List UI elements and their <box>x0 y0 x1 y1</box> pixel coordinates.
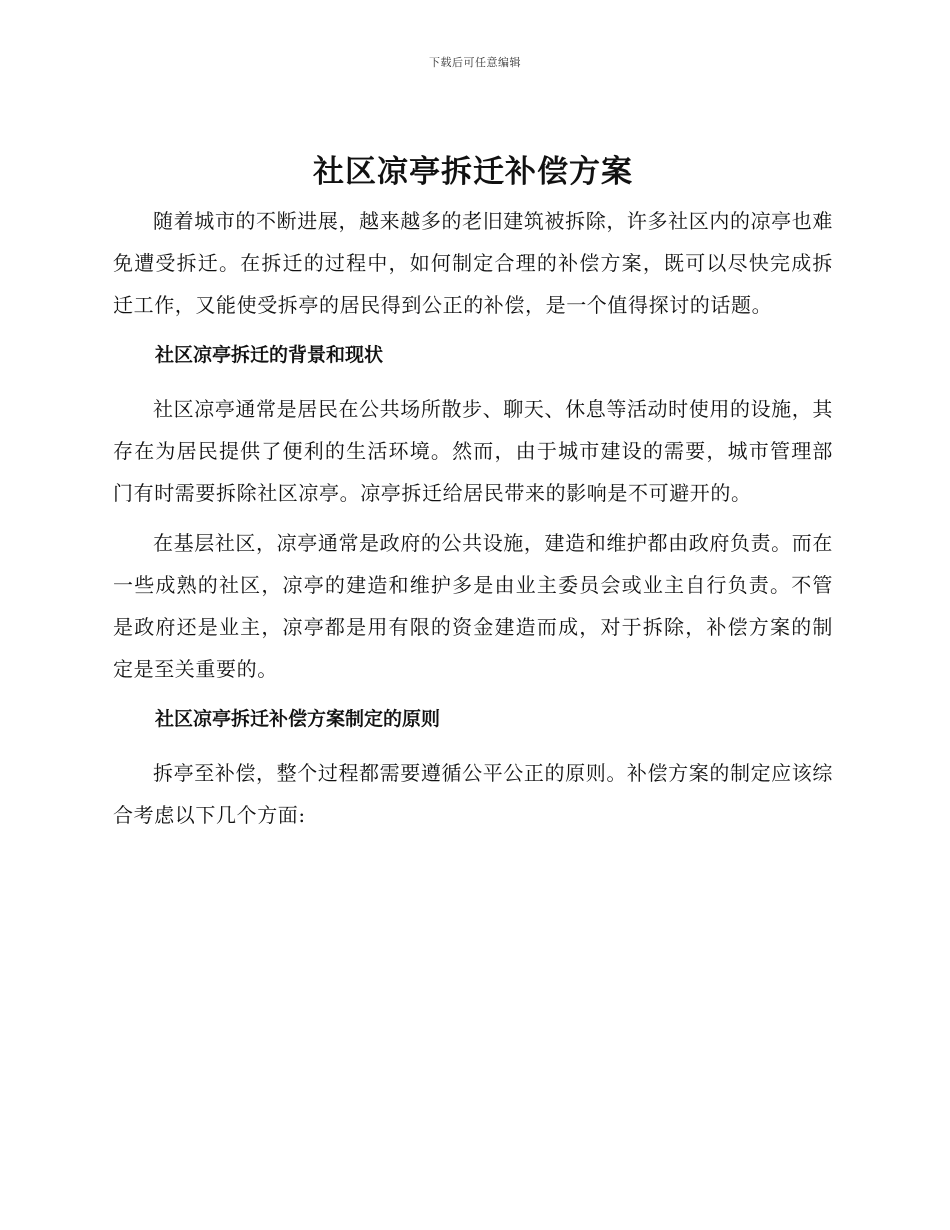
section-heading-principles: 社区凉亭拆迁补偿方案制定的原则 <box>155 708 441 730</box>
paragraph-intro: 随着城市的不断进展，越来越多的老旧建筑被拆除，许多社区内的凉亭也难免遭受拆迁。在拆迁的过程中，如何制定合理的补偿方案，既可以尽快完成拆迁工作，又能使受拆亭的居民得到公正的补偿，是一个值得探讨的话题。 <box>113 209 833 317</box>
page-header: 下载后可任意编辑 <box>429 56 521 69</box>
paragraph-background-1: 社区凉亭通常是居民在公共场所散步、聊天、休息等活动时使用的设施，其存在为居民提供了便利的生活环境。然而，由于城市建设的需要，城市管理部门有时需要拆除社区凉亭。凉亭拆迁给居民带来的影响是不可避开的。 <box>113 397 833 505</box>
document-title: 社区凉亭拆迁补偿方案 <box>313 154 633 190</box>
paragraph-principles: 拆亭至补偿，整个过程都需要遵循公平公正的原则。补偿方案的制定应该综合考虑以下几个方面: <box>113 761 833 827</box>
paragraph-background-2: 在基层社区，凉亭通常是政府的公共设施，建造和维护都由政府负责。而在一些成熟的社区，凉亭的建造和维护多是由业主委员会或业主自行负责。不管是政府还是业主，凉亭都是用有限的资金建造而成，对于拆除，补偿方案的制定是至关重要的。 <box>113 531 833 681</box>
document-body <box>113 148 833 844</box>
section-heading-background: 社区凉亭拆迁的背景和现状 <box>155 344 384 366</box>
